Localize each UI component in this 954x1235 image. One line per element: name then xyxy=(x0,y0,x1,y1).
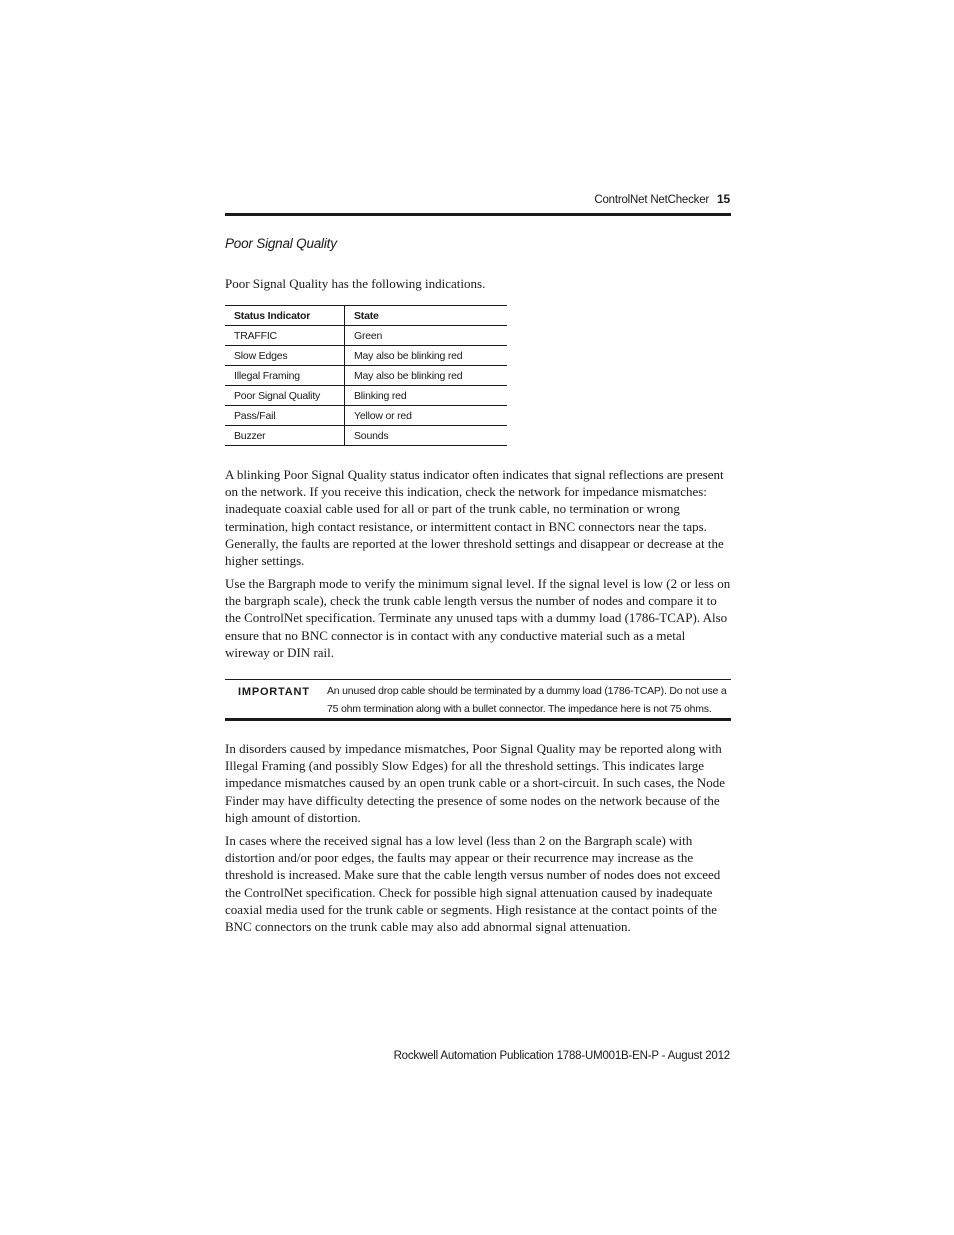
section-heading: Poor Signal Quality xyxy=(225,236,337,251)
table-row xyxy=(225,366,507,386)
page-number: 15 xyxy=(717,192,730,206)
table-row xyxy=(225,386,507,406)
important-notice xyxy=(225,679,731,721)
column-header-state: State xyxy=(345,306,508,326)
state-cell: May also be blinking red xyxy=(345,346,508,366)
state-cell: Blinking red xyxy=(345,386,508,406)
state-cell: Yellow or red xyxy=(345,406,508,426)
column-header-status-indicator: Status Indicator xyxy=(225,306,345,326)
header-rule xyxy=(225,213,731,216)
publication-footer: Rockwell Automation Publication 1788-UM001B-EN-P - August 2012 xyxy=(393,1050,730,1062)
status-indicator-cell: TRAFFIC xyxy=(225,326,345,346)
state-cell: May also be blinking red xyxy=(345,366,508,386)
state-cell: Green xyxy=(345,326,508,346)
important-label: IMPORTANT xyxy=(238,686,310,698)
intro-text: Poor Signal Quality has the following indications. xyxy=(225,276,486,291)
status-indicator-cell: Poor Signal Quality xyxy=(225,386,345,406)
important-text: An unused drop cable should be terminated by a dummy load (1786-TCAP). Do not use a 75 ohm termination along with a bullet connector. The impedance here is not 75 ohms. xyxy=(327,685,727,715)
state-cell: Sounds xyxy=(345,426,508,446)
table-row xyxy=(225,406,507,426)
status-indicator-cell: Buzzer xyxy=(225,426,345,446)
body-paragraph: In disorders caused by impedance mismatches, Poor Signal Quality may be reported along with Illegal Framing (and possibly Slow Edges) for all the threshold settings. This indicates large impedance mismatches caused by an open trunk cable or a short-circuit. In such cases, the Node Finder may have difficulty detecting the presence of some nodes on the network because of the high amount of distortion. xyxy=(225,741,725,825)
status-indicator-cell: Pass/Fail xyxy=(225,406,345,426)
table-header-row xyxy=(225,306,507,326)
table-row xyxy=(225,346,507,366)
table-row xyxy=(225,326,507,346)
body-paragraph: A blinking Poor Signal Quality status indicator often indicates that signal reflections are present on the network. If you receive this indication, check the network for impedance mismatches: inadequate coaxial cable used for all or part of the trunk cable, no termination or wrong termination, high contact resistance, or intermittent contact in BNC connectors near the taps. Generally, the faults are reported at the lower threshold settings and disappear or decrease at the higher settings. xyxy=(225,467,724,569)
body-paragraph: In cases where the received signal has a low level (less than 2 on the Bargraph scale) with distortion and/or poor edges, the faults may appear or their recurrence may increase as the threshold is increased. Make sure that the cable length versus number of nodes does not exceed the ControlNet specification. Check for possible high signal attenuation caused by inadequate coaxial media used for the trunk cable or segments. High resistance at the contact points of the BNC connectors on the trunk cable may also add abnormal signal attenuation. xyxy=(225,833,721,935)
running-header xyxy=(594,192,730,206)
table-row xyxy=(225,426,507,446)
status-indicator-table xyxy=(225,305,507,446)
header-title: ControlNet NetChecker xyxy=(594,194,710,206)
status-indicator-cell: Slow Edges xyxy=(225,346,345,366)
body-paragraph: Use the Bargraph mode to verify the minimum signal level. If the signal level is low (2 or less on the bargraph scale), check the trunk cable length versus the number of nodes and compare it to the ControlNet specification. Terminate any unused taps with a dummy load (1786-TCAP). Also ensure that no BNC connector is in contact with any conductive material such as a metal wireway or DIN rail. xyxy=(225,576,731,660)
status-indicator-cell: Illegal Framing xyxy=(225,366,345,386)
